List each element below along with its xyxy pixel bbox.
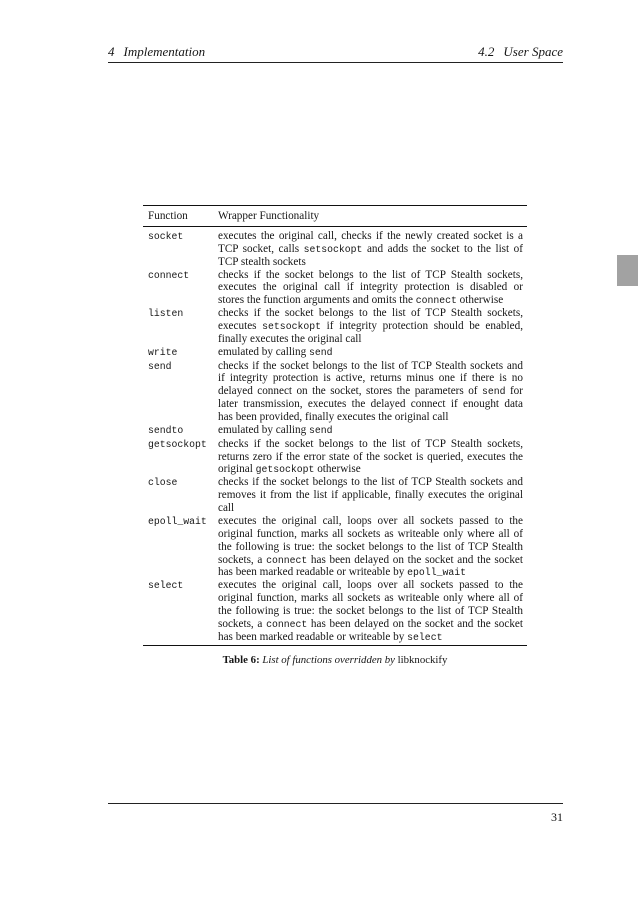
description-line [218,566,523,579]
description-line [218,281,523,294]
description-line [218,424,523,437]
caption-label: Table 6: [222,654,260,666]
description-line [218,618,523,631]
description-text: checks if the socket belongs to the list of TCP Stealth sockets, [218,307,523,320]
description-line [218,605,523,618]
description-text: executes the original call, loops over all sockets passed to the [218,579,523,592]
function-cell [143,269,218,308]
function-cell [143,515,218,579]
inline-code: send [309,346,333,358]
inline-code: send [309,424,333,436]
table-header-row [143,206,527,226]
description-line [218,333,523,346]
description-text: returns zero if the error state of the socket is queried, executes the [218,450,523,463]
table-body [143,227,527,645]
header-rule [108,62,563,63]
table-bottom-rule [143,645,527,646]
description-text: otherwise [456,294,504,307]
function-cell [143,424,218,438]
wrapper-functionality-cell [218,476,523,515]
description-line [218,592,523,605]
function-name: sendto [148,424,184,436]
table-row [143,346,527,360]
description-text: has been provided, finally executes the original call [218,411,449,424]
description-text: checks if the socket belongs to the list of TCP Stealth sockets, [218,268,523,281]
wrapper-functionality-cell [218,269,523,308]
wrapper-functionality-cell [218,346,523,360]
running-head [108,44,563,60]
chapter-number: 4 [108,44,115,59]
description-line [218,515,523,528]
wrapper-functionality-cell [218,360,523,424]
description-line [218,438,523,451]
table-row [143,424,527,438]
description-line [218,476,523,489]
wrapper-functionality-cell [218,579,523,643]
table-row [143,269,527,308]
description-line [218,463,523,476]
column-header-wrapper-functionality: Wrapper Functionality [218,209,320,222]
function-cell [143,230,218,269]
description-line [218,385,523,398]
description-text: delayed connect on the socket, stores the parameters of [218,385,482,398]
function-cell [143,360,218,424]
description-text: has been delayed on the socket and the socket [307,553,523,566]
description-text: TCP stealth sockets [218,255,306,268]
description-text: checks if the socket belongs to the list of TCP Stealth sockets and [218,476,523,489]
description-text: call [218,502,235,515]
table-row [143,230,527,269]
function-name: socket [148,231,184,243]
description-line [218,346,523,359]
running-head-chapter [108,44,205,60]
description-line [218,230,523,243]
description-line [218,631,523,644]
function-name: send [148,360,172,372]
table-row [143,579,527,643]
description-text: executes [218,320,263,333]
inline-code: send [481,386,506,398]
wrapper-functionality-cell [218,424,523,438]
table-row [143,360,527,424]
description-line [218,307,523,320]
description-text: otherwise [314,463,361,476]
function-cell [143,579,218,643]
description-text: emulated by calling [218,423,310,436]
table-row [143,307,527,346]
inline-code: setsockopt [262,321,321,333]
section-number: 4.2 [478,44,495,59]
inline-code: setsockopt [303,243,363,255]
function-cell [143,346,218,360]
description-text: if integrity protection should be enabled, [320,320,523,333]
chapter-title: Implementation [123,44,206,59]
description-line [218,411,523,424]
description-text: original [218,463,256,476]
section-title: User Space [503,44,563,59]
table-row [143,438,527,477]
inline-code: connect [266,554,308,566]
description-text: has been marked readable or writeable by [218,566,408,579]
description-line [218,360,523,373]
description-text: the following is true: the socket belongs to the list of TCP Stealth [218,540,523,553]
description-text: checks if the socket belongs to the list of TCP Stealth sockets, [218,437,523,450]
description-text: stores the function arguments and omits the [218,294,416,307]
description-line [218,579,523,592]
description-text: removes it from the list if applicable, finally executes the original [218,489,523,502]
description-line [218,541,523,554]
column-header-function: Function [148,209,188,222]
description-line [218,398,523,411]
description-text: TCP socket, calls [218,242,304,255]
description-text: emulated by calling [218,345,310,358]
function-name: connect [148,269,190,281]
description-text: finally executes the original call [218,332,362,345]
description-text: executes the original call, loops over all sockets passed to the [218,514,523,527]
page-number: 31 [551,810,563,824]
description-line [218,256,523,269]
description-text: sockets, a [218,617,267,630]
inline-code: select [407,631,443,643]
description-text: if integrity protection is active, returns minus one if there is no [218,372,523,385]
wrapper-functionality-cell [218,307,523,346]
description-text: sockets, a [218,553,267,566]
description-text: original function, marks all sockets as writeable only where all of [218,592,523,605]
description-text: checks if the socket belongs to the list of TCP Stealth sockets and [218,359,523,372]
table-caption [143,653,527,667]
wrapper-functionality-cell [218,230,523,269]
description-line [218,451,523,464]
function-name: select [148,580,184,592]
caption-text: List of functions overridden by [262,654,395,666]
function-name: listen [148,308,184,320]
inline-code: getsockopt [255,464,315,476]
wrapper-functionality-cell [218,438,523,477]
description-text: has been delayed on the socket and the socket [307,617,523,630]
description-line [218,528,523,541]
function-name: getsockopt [148,438,207,450]
description-line [218,502,523,515]
function-name: write [148,346,178,358]
description-line [218,243,523,256]
table-row [143,476,527,515]
functions-table [143,205,527,646]
description-text: has been marked readable or writeable by [218,630,408,643]
inline-code: connect [266,618,308,630]
function-name: close [148,477,178,489]
description-text: for [505,385,524,398]
description-text: the following is true: the socket belongs to the list of TCP Stealth [218,604,523,617]
inline-code: connect [415,295,457,307]
function-cell [143,476,218,515]
caption-library-name: libknockify [397,654,448,666]
description-text: and adds the socket to the list of [362,242,523,255]
description-text: later transmission, executes the delayed connect if enought data [218,398,523,411]
table-row [143,515,527,579]
wrapper-functionality-cell [218,515,523,579]
function-name: epoll_wait [148,515,207,527]
description-line [218,489,523,502]
function-cell [143,307,218,346]
description-line [218,372,523,385]
description-line [218,294,523,307]
function-cell [143,438,218,477]
description-text: executes the original call if integrity protection is disabled or [218,281,523,294]
footer-rule [108,803,563,804]
description-text: original function, marks all sockets as writeable only where all of [218,527,523,540]
description-text: executes the original call, checks if the newly created socket is a [218,230,523,243]
description-line [218,269,523,282]
chapter-thumb-tab [617,255,638,286]
running-head-section [478,44,563,60]
description-line [218,320,523,333]
inline-code: epoll_wait [407,567,466,579]
description-line [218,554,523,567]
